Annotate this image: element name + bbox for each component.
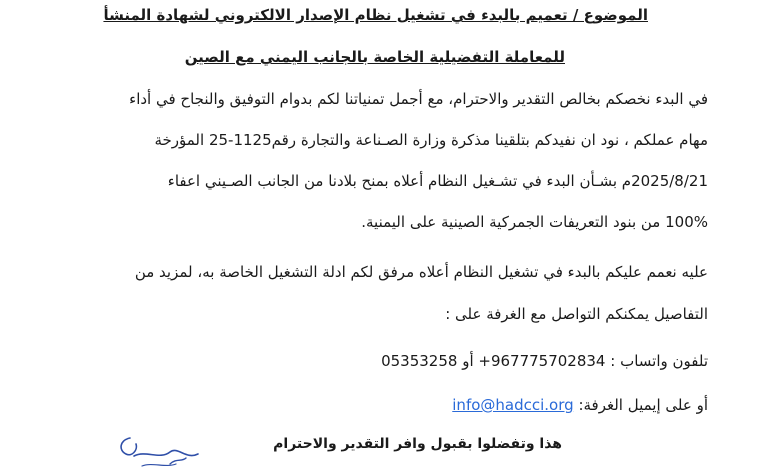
body-line-6: التفاصيل يمكنكم التواصل مع الغرفة على : [445,305,708,323]
subject-line-continued: للمعاملة التفضيلية الخاصة بالجانب اليمني مع الصين [184,48,565,66]
closing-line: هذا وتفضلوا بقبول وافر التقدير والاحترام [273,436,562,452]
phone-line: تلفون واتساب : 967775702834+ أو 05353258 [381,352,708,370]
body-line-3: 2025/8/21م بشـأن البدء في تشـغيل النظام أعلاه بمنح بلادنا من الجانب الصـيني اعفاء [167,172,708,190]
body-line-5: عليه نعمم عليكم بالبدء في تشغيل النظام أعلاه مرفق لكم ادلة التشغيل الخاصة به، لمزيد من [134,263,708,281]
email-line [452,395,708,415]
body-line-1: في البدء نخصكم بخالص التقدير والاحترام، مع أجمل تمنياتنا لكم بدوام التوفيق والنجاح في أداء [129,90,708,108]
email-label: أو على إيميل الغرفة: [578,396,708,414]
subject-line: الموضوع / تعميم بالبدء في تشغيل نظام الإصدار الالكتروني لشهادة المنشأ [103,6,648,24]
email-link[interactable]: info@hadcci.org [452,396,574,414]
body-line-2: مهام عملكم ، نود ان نفيدكم بتلقينا مذكرة وزارة الصـناعة والتجارة رقم1125-25 المؤرخة [154,131,708,149]
body-line-4: 100% من بنود التعريفات الجمركية الصينية على اليمنية. [361,213,708,231]
handwritten-signature-icon [112,430,222,470]
